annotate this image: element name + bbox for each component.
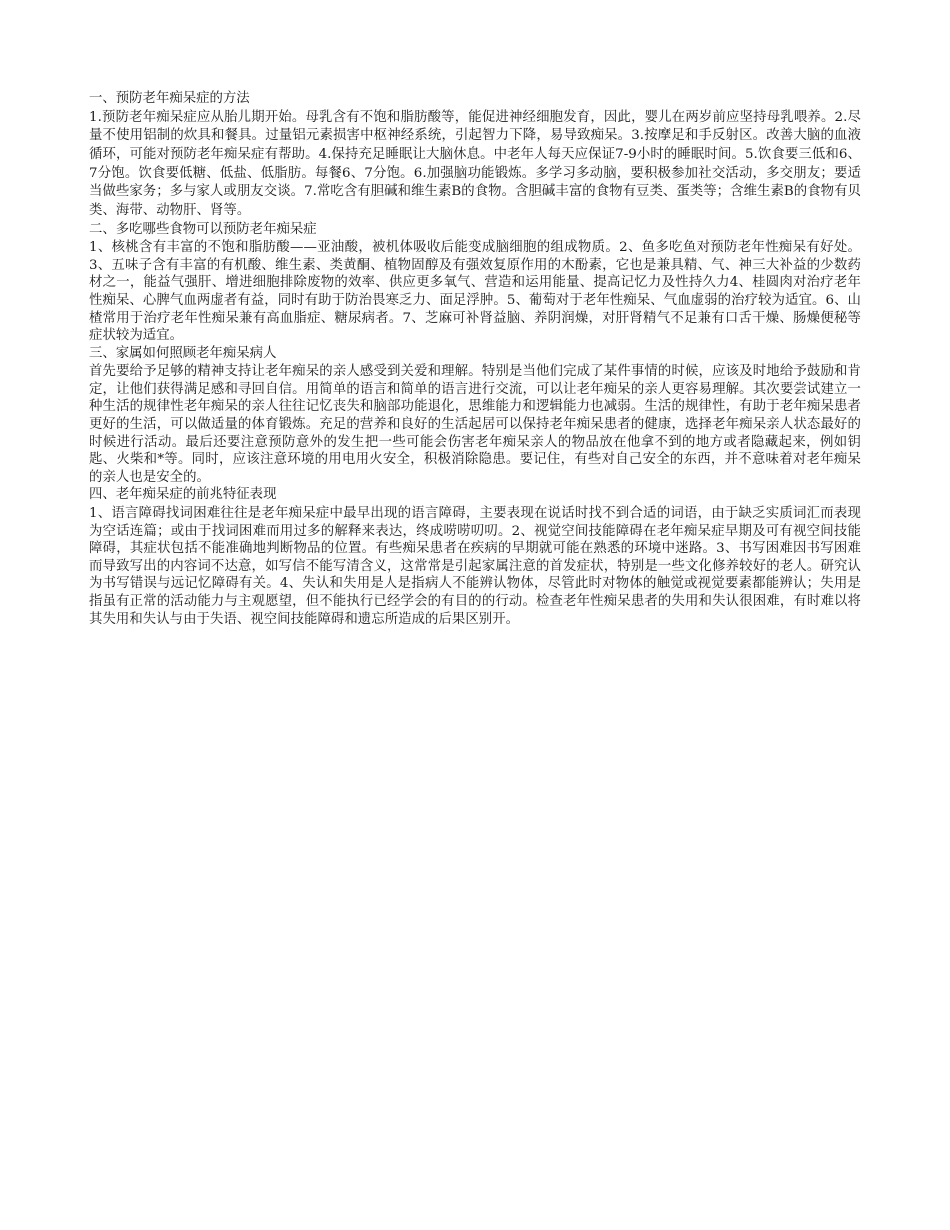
section-body: 首先要给予足够的精神支持让老年痴呆的亲人感受到关爱和理解。特别是当他们完成了某件事情的时候，应该及时地给予鼓励和肯定，让他们获得满足感和寻回自信。用简单的语言和简单的语言进行交流，可以让老年痴呆的亲人更容易理解。其次要尝试建立一种生活的规律性老年痴呆的亲人往往记忆丧失和脑部功能退化，思维能力和逻辑能力也减弱。生活的规律性，有助于老年痴呆患者更好的生活，可以做适量的体育锻炼。充足的营养和良好的生活起居可以保持老年痴呆患者的健康，选择老年痴呆亲人状态最好的时候进行活动。最后还要注意预防意外的发生把一些可能会伤害老年痴呆亲人的物品放在他拿不到的地方或者隐藏起来，例如钥匙、火柴和*等。同时，应该注意环境的用电用火安全，积极消除隐患。要记住，有些对自己安全的东西，并不意味着对老年痴呆的亲人也是安全的。 [89,364,861,485]
document-page [89,90,861,628]
section-early-signs [89,486,861,628]
section-preventive-foods [89,221,861,345]
section-family-care [89,345,861,487]
section-prevention-methods [89,90,861,221]
section-body: 1、核桃含有丰富的不饱和脂肪酸——亚油酸，被机体吸收后能变成脑细胞的组成物质。2、鱼多吃鱼对预防老年性痴呆有好处。3、五味子含有丰富的有机酸、维生素、类黄酮、植物固醇及有强效复原作用的木酚素，它也是兼具精、气、神三大补益的少数药材之一，能益气强肝、增进细胞排除废物的效率、供应更多氧气、营造和运用能量、提高记忆力及性持久力4、桂圆肉对治疗老年性痴呆、心脾气血两虚者有益，同时有助于防治畏寒乏力、面足浮肿。5、葡萄对于老年性痴呆、气血虚弱的治疗较为适宜。6、山楂常用于治疗老年性痴呆兼有高血脂症、糖尿病者。7、芝麻可补肾益脑、养阴润燥，对肝肾精气不足兼有口舌干燥、肠燥便秘等症状较为适宜。 [89,240,861,344]
section-heading: 三、家属如何照顾老年痴呆病人 [89,345,277,361]
section-heading: 四、老年痴呆症的前兆特征表现 [89,487,277,503]
section-heading: 一、预防老年痴呆症的方法 [89,91,250,106]
section-body: 1、语言障碍找词困难往往是老年痴呆症中最早出现的语言障碍，主要表现在说话时找不到合适的词语，由于缺乏实质词汇而表现为空话连篇；或由于找词困难而用过多的解释来表达，终成唠唠叨叨。2、视觉空间技能障碍在老年痴呆症早期及可有视空间技能障碍，其症状包括不能准确地判断物品的位置。有些痴呆患者在疾病的早期就可能在熟悉的环境中迷路。3、书写困难因书写困难而导致写出的内容词不达意，如写信不能写清含义，这常常是引起家属注意的首发症状，特别是一些文化修养较好的老人。研究认为书写错误与远记忆障碍有关。4、失认和失用是人是指病人不能辨认物体，尽管此时对物体的触觉或视觉要素都能辨认；失用是指虽有正常的活动能力与主观愿望，但不能执行已经学会的有目的的行动。检查老年性痴呆患者的失用和失认很困难，有时难以将其失用和失认与由于失语、视空间技能障碍和遗忘所造成的后果区别开。 [89,505,861,627]
section-heading: 二、多吃哪些食物可以预防老年痴呆症 [89,221,317,237]
section-body: 1.预防老年痴呆症应从胎儿期开始。母乳含有不饱和脂肪酸等，能促进神经细胞发育，因此，婴儿在两岁前应坚持母乳喂养。2.尽量不使用铝制的炊具和餐具。过量铝元素损害中枢神经系统，引起智力下降，易导致痴呆。3.按摩足和手反射区。改善大脑的血液循环，可能对预防老年痴呆症有帮助。4.保持充足睡眠让大脑休息。中老年人每天应保证7-9小时的睡眠时间。5.饮食要三低和6、7分饱。饮食要低糖、低盐、低脂肪。每餐6、7分饱。6.加强脑功能锻炼。多学习多动脑，要积极参加社交活动，多交朋友；要适当做些家务；多与家人或朋友交谈。7.常吃含有胆碱和维生素B的食物。含胆碱丰富的食物有豆类、蛋类等；含维生素B的食物有贝类、海带、动物肝、肾等。 [89,109,861,219]
